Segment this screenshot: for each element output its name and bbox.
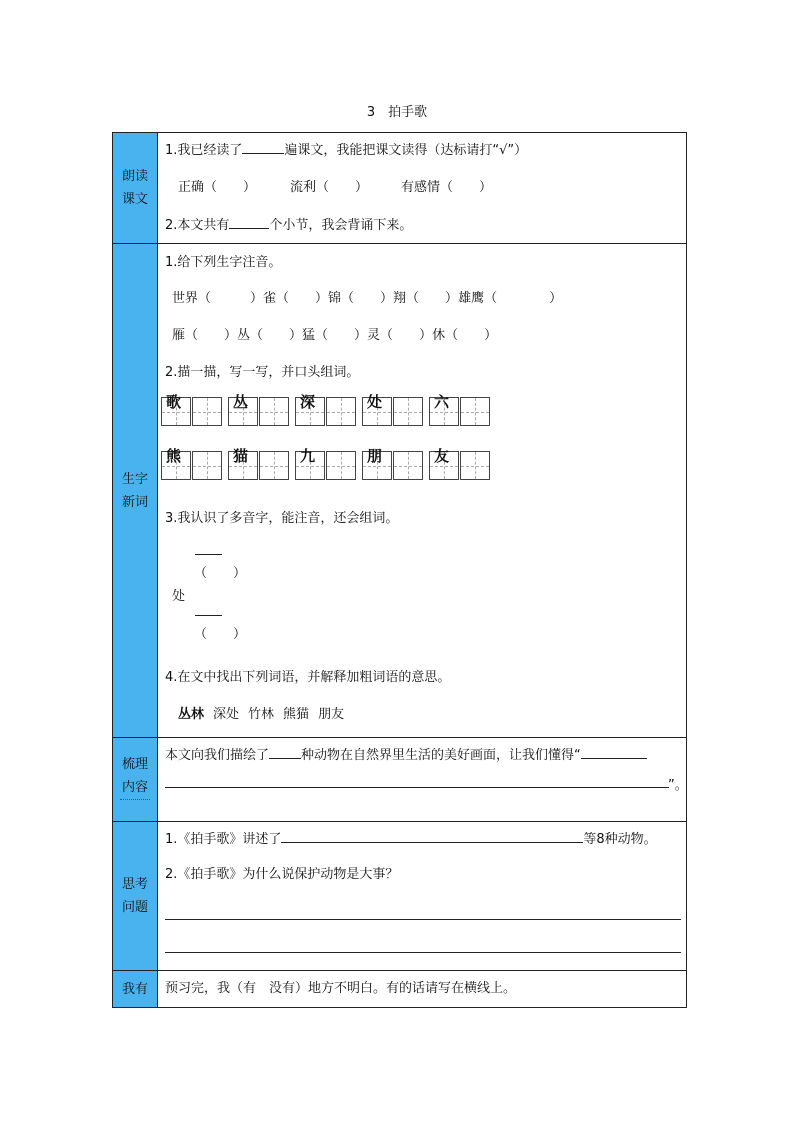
poly-word-blank-1[interactable] [195,554,222,555]
read-aloud-content [158,133,687,244]
decorative-dots [120,799,150,806]
read-times-blank[interactable] [242,140,284,154]
read-q2: 2.本文共有 个小节，我会背诵下来。 [165,214,412,233]
lesson-blank-start[interactable] [581,745,647,759]
pinyin-item[interactable]: 翔（ ） [393,291,459,306]
read-option-fluent[interactable]: 流利（ ） [290,180,369,195]
trace-unit: 九 [295,451,357,482]
write-box[interactable] [326,397,356,426]
poly-pinyin-2[interactable]: （ ） [194,627,247,642]
have-content [158,971,687,1008]
trace-unit: 六 [429,397,491,428]
summary-line-1: 本文向我们描绘了 种动物在自然界里生活的美好画面，让我们懂得“ [165,744,647,763]
row-summary [113,738,687,822]
chars-q3: 3.我认识了多音字，能注音，还会组词。 [165,511,399,526]
pinyin-item[interactable]: 雀（ ） [263,291,329,306]
label-have: 我有 [113,971,158,1008]
poly-word-blank-2[interactable] [195,615,222,616]
poly-char: 处 [172,589,186,604]
label-read-aloud: 朗读 课文 [113,133,158,244]
label-think: 思考 问题 [113,822,158,971]
new-chars-content [158,244,687,738]
word-item: 竹林 [248,707,275,722]
page-title: 3 拍手歌 [366,105,428,120]
pinyin-item[interactable]: 雁（ ） [172,328,238,343]
animals-list-blank[interactable] [281,829,583,843]
pinyin-item[interactable]: 休（ ） [432,328,498,343]
trace-unit: 歌 [161,397,223,428]
pinyin-item[interactable]: 锦（ ） [328,291,394,306]
pinyin-item[interactable]: 猛（ ） [302,328,368,343]
chars-q2: 2.描一描，写一写，并口头组词。 [165,365,360,380]
answer-line-2[interactable] [165,952,681,953]
label-summary: 梳理 内容 [113,738,158,822]
word-item: 熊猫 [283,707,310,722]
word-item: 朋友 [318,707,345,722]
row-new-chars [113,244,687,738]
trace-unit: 深 [295,397,357,428]
pinyin-row-1 [172,287,562,306]
think-q1: 1.《拍手歌》讲述了 等8种动物。 [165,828,657,847]
answer-line-1[interactable] [165,919,681,920]
write-box[interactable] [393,397,423,426]
row-think [113,822,687,971]
pinyin-item[interactable]: 丛（ ） [237,328,303,343]
word-item: 丛林 [178,707,205,722]
read-option-emotion[interactable]: 有感情（ ） [401,180,493,195]
write-box[interactable] [460,397,490,426]
think-content [158,822,687,971]
worksheet-table [112,132,687,1008]
trace-unit: 处 [362,397,424,428]
chars-q1: 1.给下列生字注音。 [165,255,282,270]
pinyin-item[interactable]: 灵（ ） [367,328,433,343]
animal-count-blank[interactable] [269,745,301,759]
read-q1: 1.我已经读了 遍课文，我能把课文读得（达标请打“√”） [165,139,527,158]
trace-unit: 熊 [161,451,223,482]
trace-unit: 友 [429,451,491,482]
poly-pinyin-1[interactable]: （ ） [194,566,247,581]
pinyin-row-2 [172,324,497,343]
word-list [178,703,344,722]
summary-close-quote: ”。 [668,778,688,793]
write-box[interactable] [259,451,289,480]
chars-q4: 4.在文中找出下列词语，并解释加粗词语的意思。 [165,670,451,685]
write-box[interactable] [326,451,356,480]
sections-count-blank[interactable] [229,215,269,229]
read-option-correct[interactable]: 正确（ ） [178,180,257,195]
trace-unit: 猫 [228,451,290,482]
pinyin-item[interactable]: 世界（ ） [172,291,264,306]
summary-content [158,738,687,822]
write-box[interactable] [259,397,289,426]
think-q2: 2.《拍手歌》为什么说保护动物是大事？ [165,867,399,882]
write-box[interactable] [192,451,222,480]
pinyin-item[interactable]: 雄鹰（ ） [458,291,563,306]
have-text: 预习完，我（有 没有）地方不明白。有的话请写在横线上。 [165,981,517,996]
row-read-aloud [113,133,687,244]
row-have [113,971,687,1008]
write-box[interactable] [192,397,222,426]
trace-unit: 丛 [228,397,290,428]
write-box[interactable] [393,451,423,480]
word-item: 深处 [213,707,240,722]
label-new-chars: 生字 新词 [113,244,158,738]
write-box[interactable] [460,451,490,480]
trace-unit: 朋 [362,451,424,482]
lesson-blank-line[interactable] [165,787,669,788]
